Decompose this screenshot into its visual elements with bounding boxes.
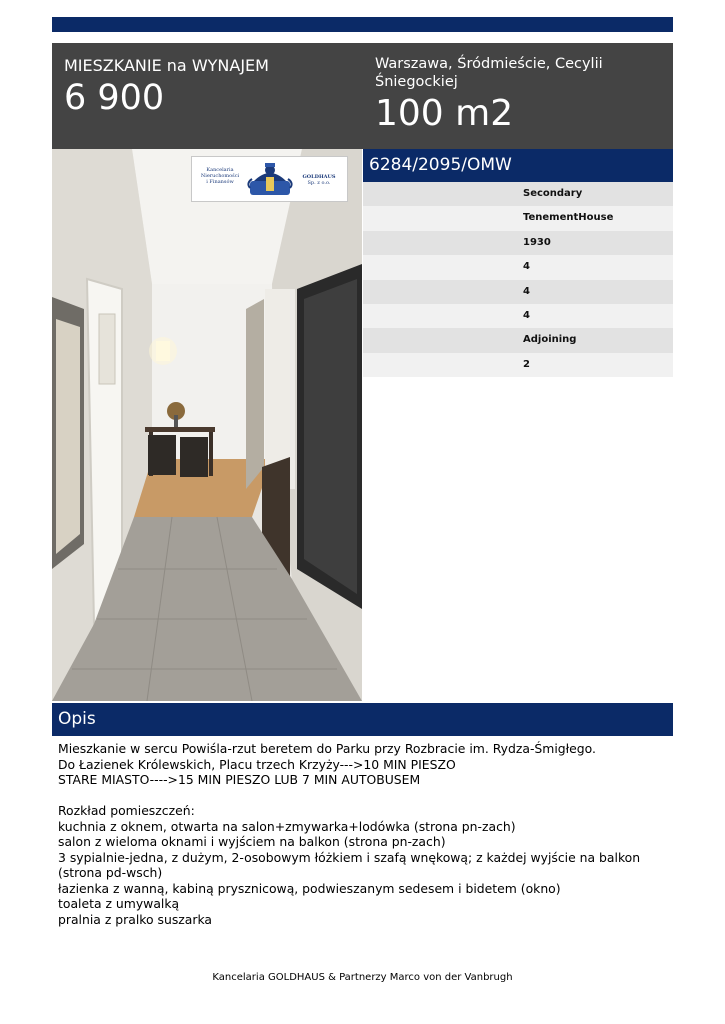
detail-value: Secondary [523, 188, 583, 199]
description-line: kuchnia z oknem, otwarta na salon+zmywarka+lodówka (strona pn-zach) [58, 818, 516, 834]
detail-row [363, 206, 673, 230]
detail-value: 4 [523, 309, 530, 321]
logo-text-line: i Finansów [206, 179, 234, 185]
detail-row [363, 353, 673, 377]
description-text [58, 741, 668, 927]
reference-number: 6284/2095/OMW [363, 149, 673, 182]
logo-text-line: Nieruchomości [200, 173, 240, 179]
detail-value: 1930 [523, 236, 551, 248]
company-logo [191, 156, 348, 202]
logo-company-suffix: Sp. z o.o. [307, 180, 331, 186]
detail-value: 4 [523, 285, 530, 297]
detail-value: TenementHouse [523, 212, 614, 224]
details-rows [363, 182, 673, 377]
description-heading: Opis [52, 703, 673, 736]
detail-row [363, 328, 673, 352]
crest-icon [246, 161, 294, 199]
top-accent-bar [52, 17, 673, 32]
description-line: pralnia z pralko suszarka [58, 911, 213, 927]
area: 100 m2 [375, 93, 514, 134]
description-line: 3 sypialnie-jedna, z dużym, 2-osobowym łóżkiem i szafą wnękową; z każdej wyjście na balkon [58, 849, 641, 865]
detail-row [363, 255, 673, 279]
location: Warszawa, Śródmieście, Cecylii Śniegockiej [375, 56, 603, 90]
logo-right-text [296, 174, 342, 186]
detail-value: Adjoining [523, 334, 577, 346]
description-line: STARE MIASTO---->15 MIN PIESZO LUB 7 MIN AUTOBUSEM [58, 772, 421, 787]
description-line: Do Łazienek Królewskich, Placu trzech Krzyży--->10 MIN PIESZO [58, 756, 456, 772]
listing-header [52, 43, 673, 149]
description-line [58, 788, 668, 804]
description-line: salon z wieloma oknami i wyjściem na balkon (strona pn-zach) [58, 834, 446, 849]
description-line: toaleta z umywalką [58, 896, 180, 911]
hallway-photo-illustration [52, 149, 362, 701]
description-line: (strona pd-wsch) [58, 865, 163, 880]
header-right [375, 55, 665, 135]
property-photo [52, 149, 362, 701]
price: 6 900 [64, 78, 165, 118]
detail-value: 2 [523, 358, 530, 370]
logo-brand: GOLDHAUS [302, 174, 336, 180]
logo-left-text [196, 167, 244, 185]
detail-row [363, 182, 673, 206]
description-line: Rozkład pomieszczeń: [58, 803, 195, 818]
description-line: Mieszkanie w sercu Powiśla-rzut beretem do Parku przy Rozbracie im. Rydza-Śmigłego. [58, 741, 596, 756]
detail-row [363, 231, 673, 255]
listing-type: MIESZKANIE na WYNAJEM [64, 56, 269, 75]
header-left [64, 56, 354, 118]
detail-row [363, 304, 673, 328]
logo-text-line: Kancelaria [206, 167, 234, 173]
footer-text: Kancelaria GOLDHAUS & Partnerzy Marco von der Vanbrugh [212, 972, 513, 983]
detail-row [363, 280, 673, 304]
detail-value: 4 [523, 261, 530, 273]
description-line: łazienka z wanną, kabiną prysznicową, podwieszanym sedesem i bidetem (okno) [58, 880, 561, 896]
details-panel [363, 149, 673, 377]
